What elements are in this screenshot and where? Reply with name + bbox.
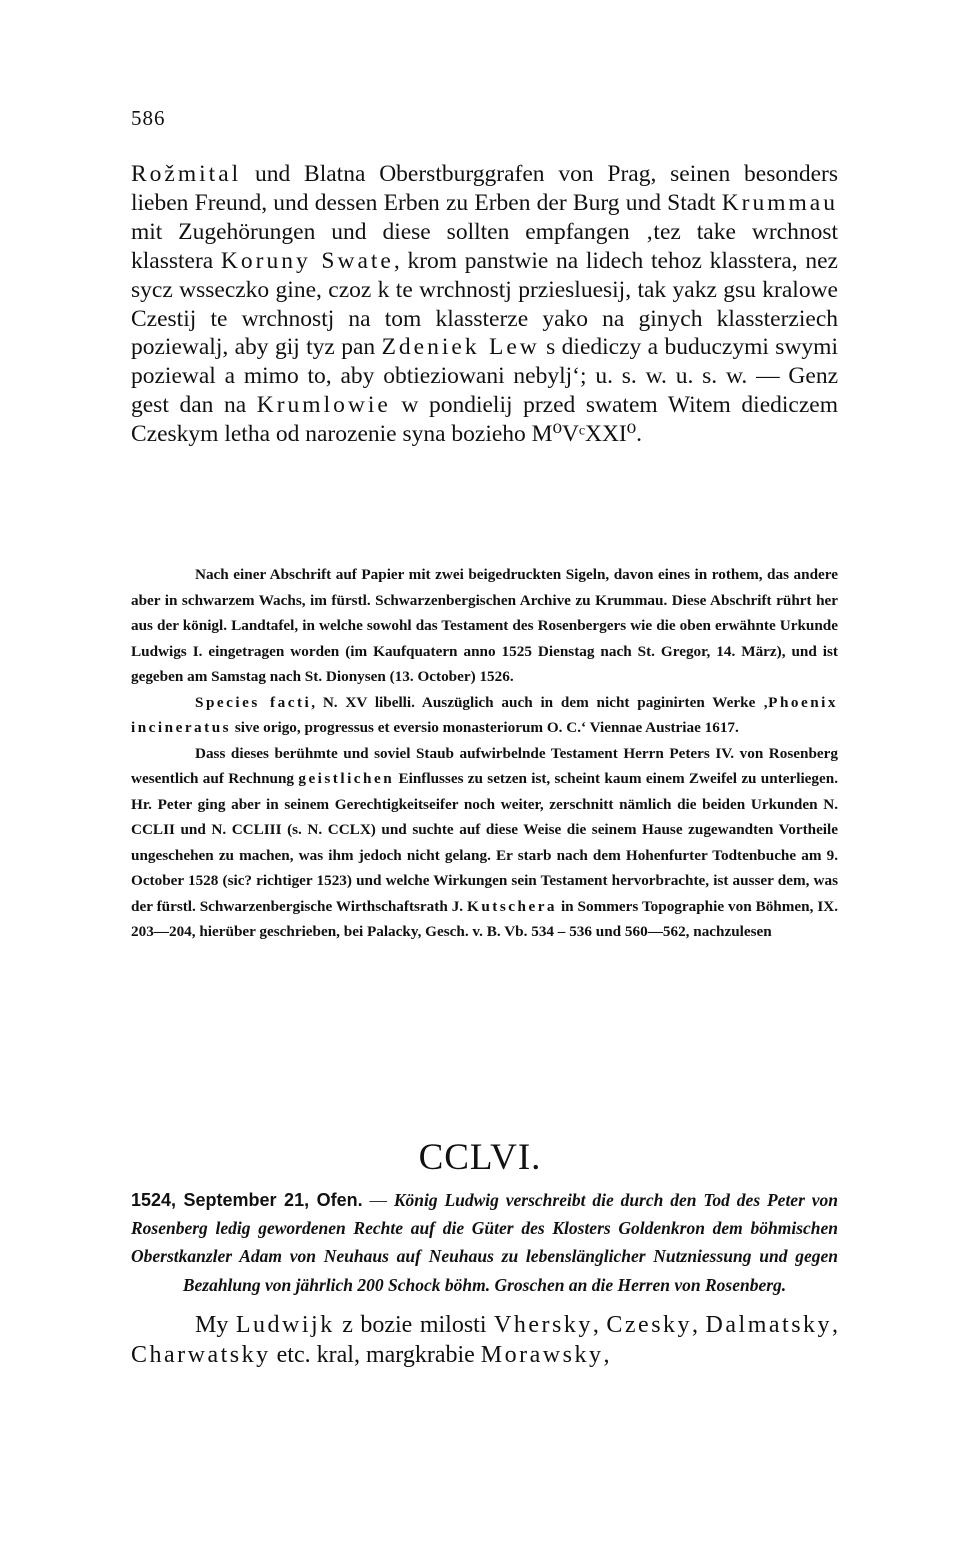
source-notes: [131, 562, 838, 945]
text-run: ,: [592, 1312, 607, 1338]
main-paragraph: [131, 160, 838, 449]
text-run: My: [195, 1312, 236, 1338]
name-krummau: Krummau: [721, 189, 838, 216]
text-run: etc. kral, margkrabie: [270, 1342, 481, 1368]
text-run: Dass dieses berühmte und soviel Staub aufwirbelnde Testament Herrn Peters IV. von Rosenberg wesentlich auf Rechnung: [131, 744, 838, 787]
text-run: , N. XV libelli. Auszüglich auch in dem nicht paginirten Werke ‚: [311, 693, 769, 711]
title-dalmatsky: Dalmatsky: [705, 1312, 833, 1338]
text-run: mit Zugehörungen und diese sollten empfangen ‚tez take wrchnost klasstera: [131, 218, 838, 274]
text-run: in Sommers Topographie von Böhmen, IX. 203—204, hierüber geschrieben, bei Palacky, Gesch. v. B. Vb. 534 – 536 und 560—562, nachzulesen: [131, 897, 838, 940]
text-run: ,: [603, 1342, 610, 1368]
text-run: Einflusses zu setzen ist, scheint kaum einem Zweifel zu unterliegen. Hr. Peter ging aber in seinem Gerechtigkeitseifer noch weiter, zerschnitt nämlich die beiden Urkunden N. CCLII und N. CCLIII (s. N. CCLX) und suchte auf diese Weise die seinem Hause zugewandten Vortheile ungeschehen zu machen, was ihm jedoch nicht gelang. Er starb nach dem Hohenfurter Todtenbuche am 9. October 1528 (sic? richtiger 1523) und welche Wirkungen sein Testament hervorbrachte, ist ausser dem, was der fürstl. Schwarzenbergische Wirthschaftsrath J.: [131, 770, 838, 915]
main-text-block: [131, 160, 838, 449]
regest-summary: König Ludwig verschreibt die durch den Tod des Peter von Rosenberg ledig gewordenen Rechte auf die Güter des Klosters Goldenkron dem böhmischen Oberstkanzler Adam von Neuhaus auf Neuhaus zu lebenslänglicher Nutzniessung und gegen Bezahlung von jährlich 200 Schock böhm. Groschen an die Herren von Rosenberg.: [131, 1190, 838, 1295]
text-run: sive origo, progressus et eversio monasteriorum O. C.‘ Viennae Austriae 1617.: [231, 719, 739, 736]
text-run: w pondielij przed swatem Witem diediczem Czeskym letha od narozenie syna bozieho M⁰VᶜXXI⁰.: [131, 392, 838, 448]
name-krumlowie: Krumlowie: [256, 392, 391, 419]
note-species-facti: [131, 690, 838, 741]
title-phoenix: Phoenix incineratus: [131, 693, 838, 736]
title-czesky: Czesky: [606, 1312, 693, 1338]
note-testament: [131, 741, 838, 945]
dash: —: [362, 1190, 394, 1210]
title-charwatsky: Charwatsky: [131, 1342, 271, 1368]
text-run: z bozie milosti: [334, 1312, 495, 1338]
text-run: und Blatna Oberstburggrafen von Prag, seinen besonders lieben Freund, und dessen Erben zu Erben der Burg und Stadt: [131, 161, 838, 216]
name-kutschera: Kutschera: [467, 897, 558, 915]
title-species-facti: Species facti: [195, 693, 312, 711]
name-ludwijk: Ludwijk: [235, 1312, 335, 1338]
title-morawsky: Morawsky: [480, 1342, 604, 1368]
name-rozmital: Rožmital: [131, 161, 242, 187]
name-zdeniek-lew: Zdeniek Lew: [381, 334, 540, 361]
document-number: CCLVI.: [418, 1137, 542, 1178]
word-geistlichen: geistlichen: [298, 770, 395, 787]
text-run: , krom panstwie na lidech tehoz klasstera, nez sycz wsseczko gine, czoz k te wrchnostj prziesluesij, tak yakz gsu kralowe Czestij te wrchnostj na tom klassterze yako na ginych klassterziech poziewalj, aby gij tyz pan: [131, 247, 838, 361]
note-source: Nach einer Abschrift auf Papier mit zwei beigedruckten Sigeln, davon eines in rothem, das andere aber in schwarzem Wachs, im fürstl. Schwarzenbergischen Archive zu Krummau. Diese Abschrift rührt her aus der königl. Landtafel, in welche sowohl das Testament des Rosenbergers wie die oben erwähnte Urkunde Ludwigs I. eingetragen worden (im Kaufquatern anno 1525 Dienstag nach St. Gregor, 14. März), und ist gegeben am Samstag nach St. Dionysen (13. October) 1526.: [131, 566, 838, 685]
charter-opening: [131, 1310, 838, 1370]
text-run: s diediczy a buduczymi swymi poziewal a mimo to, aby obtieziowani nebylj‘; u. s. w. u. s. w. — Genz gest dan na: [131, 334, 838, 419]
title-vhersky: Vhersky: [494, 1312, 593, 1338]
text-run: ,: [692, 1312, 706, 1338]
page-number: 586: [131, 106, 166, 130]
document-regest: [131, 1186, 838, 1299]
name-koruny-swate: Koruny Swate: [220, 247, 394, 274]
text-run: ,: [832, 1312, 839, 1338]
date-place: 1524, September 21, Ofen.: [131, 1190, 363, 1210]
